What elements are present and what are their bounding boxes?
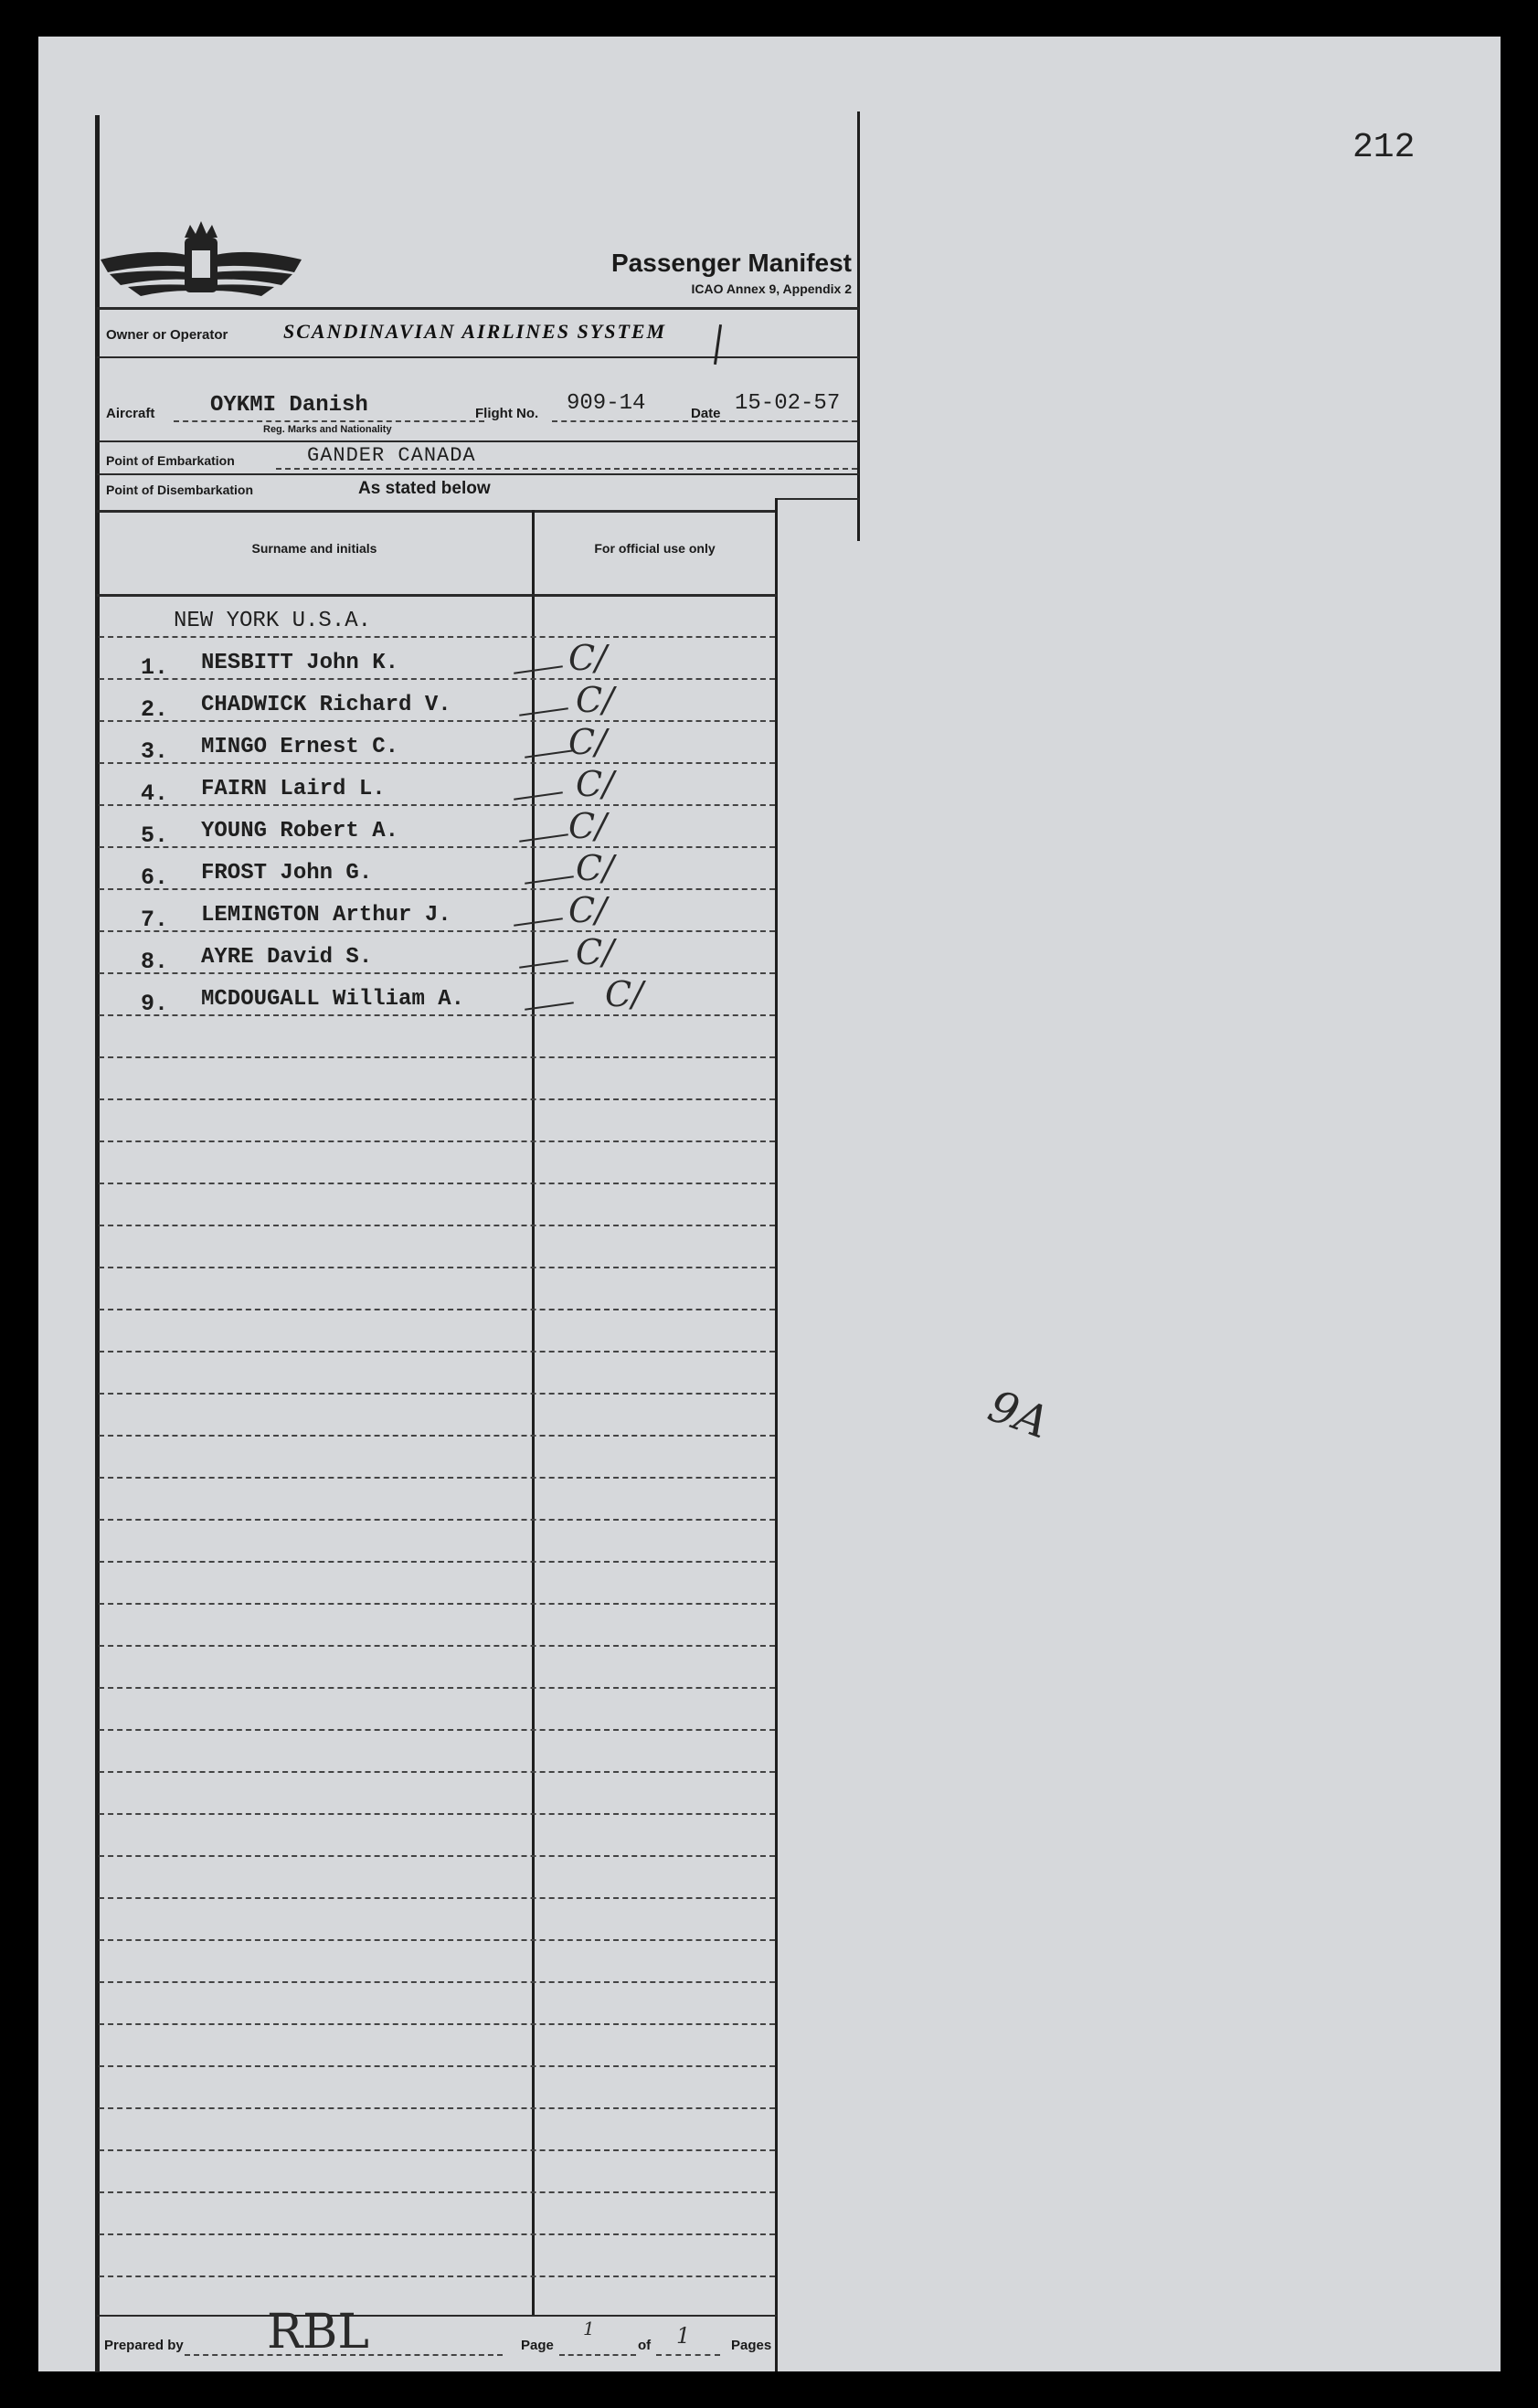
official-mark: C/ [576, 764, 614, 804]
official-mark: C/ [568, 806, 607, 846]
date-line [729, 420, 857, 422]
official-mark: C/ [576, 848, 614, 888]
aircraft-line [174, 420, 484, 422]
table-line [99, 1140, 775, 1142]
table-line [99, 2065, 775, 2067]
table-line [99, 1225, 775, 1226]
embark-rule [97, 473, 859, 475]
of-line [656, 2354, 720, 2356]
reg-caption: Reg. Marks and Nationality [263, 424, 392, 435]
passenger-name: NESBITT John K. [201, 651, 399, 675]
official-mark: C/ [605, 974, 643, 1014]
table-top-rule [97, 510, 777, 513]
passenger-name: MINGO Ernest C. [201, 735, 399, 759]
page-value: 1 [583, 2318, 595, 2339]
table-line [99, 1014, 775, 1016]
col-header-rule [97, 594, 777, 597]
table-line [99, 1645, 775, 1647]
passenger-number: 8. [141, 949, 169, 975]
prepared-signature: RBL [267, 2305, 369, 2360]
table-line [99, 2275, 775, 2277]
table-line [99, 1351, 775, 1353]
page-label: Page [521, 2338, 554, 2353]
table-line [99, 1183, 775, 1184]
table-line [99, 1855, 775, 1857]
table-line [99, 1098, 775, 1100]
table-line [99, 2107, 775, 2109]
table-line [99, 846, 775, 848]
table-line [99, 636, 775, 638]
passenger-name: AYRE David S. [201, 945, 373, 970]
official-mark: C/ [576, 932, 614, 972]
table-line [99, 1519, 775, 1521]
form-title: Passenger Manifest [611, 249, 852, 277]
date-value: 15-02-57 [735, 391, 841, 416]
check-dash [519, 960, 568, 968]
table-line [99, 2023, 775, 2025]
check-dash [519, 707, 568, 716]
flight-label: Flight No. [475, 406, 539, 421]
disembark-label: Point of Disembarkation [106, 483, 254, 497]
passenger-name: YOUNG Robert A. [201, 819, 399, 843]
passenger-name: CHADWICK Richard V. [201, 693, 451, 717]
official-mark: C/ [568, 890, 607, 930]
passenger-number: 4. [141, 780, 169, 807]
check-dash [519, 833, 568, 842]
table-line [99, 1393, 775, 1395]
passenger-number: 3. [141, 738, 169, 765]
table-line [99, 678, 775, 680]
destination: NEW YORK U.S.A. [174, 609, 372, 633]
owner-tick [714, 324, 722, 365]
of-label: of [638, 2338, 652, 2353]
flight-value: 909-14 [567, 391, 646, 416]
embark-value: GANDER CANADA [307, 444, 476, 467]
passenger-name: LEMINGTON Arthur J. [201, 903, 451, 928]
table-col-divider [532, 510, 535, 2315]
form-subtitle: ICAO Annex 9, Appendix 2 [691, 281, 852, 296]
table-line [99, 1477, 775, 1479]
date-label: Date [691, 406, 721, 421]
table-line [99, 1729, 775, 1731]
passenger-number: 5. [141, 822, 169, 849]
passenger-number: 1. [141, 654, 169, 681]
owner-label: Owner or Operator [106, 327, 228, 343]
table-line [99, 1056, 775, 1058]
passenger-number: 2. [141, 696, 169, 723]
table-right-border [775, 498, 778, 2371]
official-mark: C/ [576, 680, 614, 720]
check-dash [514, 918, 563, 926]
embark-line [276, 468, 857, 470]
table-line [99, 2233, 775, 2235]
passenger-name: FROST John G. [201, 861, 373, 886]
official-mark: C/ [568, 722, 607, 762]
table-line [99, 1939, 775, 1941]
check-dash [514, 665, 563, 674]
aircraft-rule [97, 440, 859, 442]
owner-rule [97, 356, 859, 358]
prepared-label: Prepared by [104, 2338, 184, 2353]
table-line [99, 1309, 775, 1310]
table-line [99, 1771, 775, 1773]
table-line [99, 1267, 775, 1268]
table-line [99, 2191, 775, 2193]
table-line [99, 1813, 775, 1815]
col-header-official: For official use only [594, 541, 716, 556]
table-line [99, 1435, 775, 1437]
passenger-number: 6. [141, 865, 169, 891]
table-line [99, 720, 775, 722]
footer-rule [97, 2315, 777, 2317]
header-rule [97, 307, 859, 310]
passenger-name: FAIRN Laird L. [201, 777, 386, 801]
official-mark: C/ [568, 638, 607, 678]
page-number: 212 [1352, 128, 1416, 167]
document-sheet [38, 37, 1501, 2371]
table-line [99, 1897, 775, 1899]
table-line [99, 1603, 775, 1605]
aircraft-value: OYKMI Danish [210, 393, 368, 418]
passenger-number: 9. [141, 991, 169, 1017]
check-dash [514, 791, 563, 800]
table-line [99, 1981, 775, 1983]
header-bottom-rule [775, 498, 859, 500]
aircraft-label: Aircraft [106, 406, 155, 421]
winged-crown-logo-icon [101, 219, 302, 306]
owner-value: SCANDINAVIAN AIRLINES SYSTEM [283, 320, 667, 343]
form-left-border [95, 115, 100, 2372]
table-line [99, 930, 775, 932]
pages-label: Pages [731, 2338, 772, 2353]
header-right-border [857, 111, 860, 541]
margin-note: 9A [981, 1380, 1055, 1449]
embark-label: Point of Embarkation [106, 453, 235, 468]
passenger-number: 7. [141, 907, 169, 933]
page-line [559, 2354, 636, 2356]
table-line [99, 972, 775, 974]
table-line [99, 888, 775, 890]
col-header-names: Surname and initials [251, 541, 377, 556]
table-line [99, 804, 775, 806]
disembark-value: As stated below [358, 479, 491, 498]
table-line [99, 2149, 775, 2151]
passenger-name: MCDOUGALL William A. [201, 987, 465, 1012]
table-line [99, 1687, 775, 1689]
of-value: 1 [676, 2323, 691, 2349]
table-line [99, 1561, 775, 1563]
table-line [99, 762, 775, 764]
